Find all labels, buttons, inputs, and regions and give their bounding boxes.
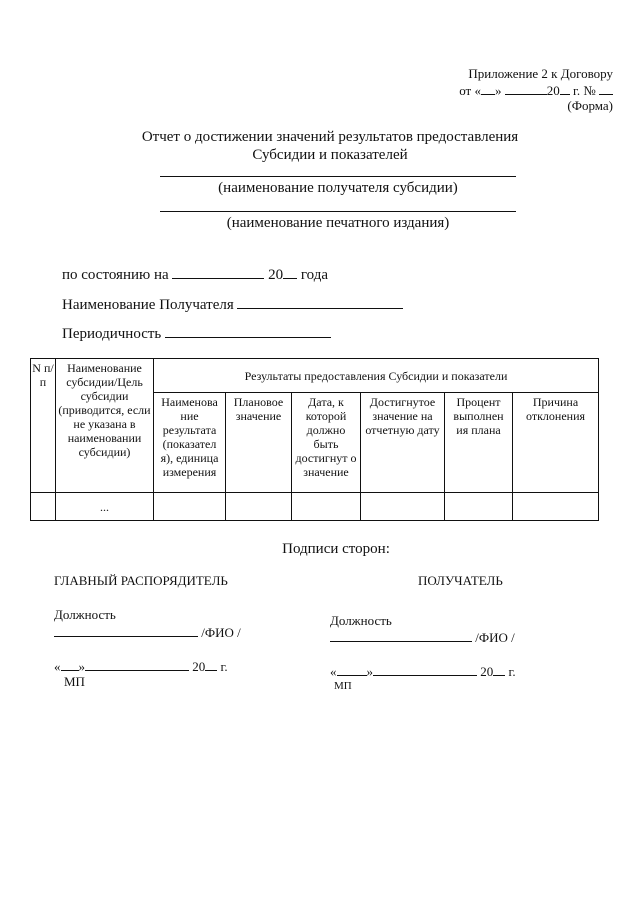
right-year: 20 bbox=[480, 664, 494, 679]
left-date-close: » bbox=[78, 659, 85, 674]
header-achieved-value: Достигнутое значение на отчетную дату bbox=[361, 393, 445, 493]
header-planned-value: Плановое значение bbox=[226, 393, 292, 493]
publication-name-line bbox=[160, 211, 516, 212]
form-label: (Форма) bbox=[567, 98, 613, 113]
table-cell bbox=[31, 493, 56, 521]
contract-reference bbox=[459, 82, 613, 99]
table-cell bbox=[226, 493, 292, 521]
left-date-open: « bbox=[54, 659, 61, 674]
as-of-date-field bbox=[62, 266, 328, 284]
left-party-title: ГЛАВНЫЙ РАСПОРЯДИТЕЛЬ bbox=[54, 573, 228, 588]
left-fio: /ФИО / bbox=[201, 625, 241, 640]
header-completion-percent: Процент выполнен ия плана bbox=[445, 393, 513, 493]
table-cell bbox=[154, 493, 226, 521]
left-position-label: Должность bbox=[54, 607, 116, 622]
left-year-suffix: г. bbox=[220, 659, 228, 674]
periodicity-label: Периодичность bbox=[62, 326, 162, 342]
right-fio-line bbox=[330, 629, 515, 646]
table-row bbox=[31, 493, 599, 521]
periodicity-field bbox=[62, 325, 331, 343]
left-stamp: МП bbox=[64, 674, 85, 689]
recipient-name-caption: (наименование получателя субсидии) bbox=[218, 180, 458, 196]
table-cell-placeholder: ... bbox=[56, 493, 154, 521]
table-cell bbox=[361, 493, 445, 521]
publication-name-caption: (наименование печатного издания) bbox=[226, 215, 450, 231]
contract-date-mid: » bbox=[494, 83, 502, 98]
report-title-line1: Отчет о достижении значений результатов предоставления bbox=[141, 129, 519, 145]
header-result-name: Наименова ние результата (показател я), единица измерения bbox=[154, 393, 226, 493]
signatures-heading: Подписи сторон: bbox=[282, 541, 390, 557]
table-cell bbox=[292, 493, 361, 521]
right-party-title: ПОЛУЧАТЕЛЬ bbox=[418, 573, 503, 588]
right-fio: /ФИО / bbox=[475, 630, 515, 645]
right-date-open: « bbox=[330, 664, 337, 679]
header-num: N п/п bbox=[31, 359, 56, 493]
right-date-close: » bbox=[366, 664, 373, 679]
contract-number-label: г. № bbox=[572, 83, 596, 98]
as-of-label: по состоянию на bbox=[62, 267, 169, 283]
recipient-name-line bbox=[160, 176, 516, 177]
table-cell bbox=[513, 493, 599, 521]
left-year: 20 bbox=[192, 659, 206, 674]
table-cell bbox=[445, 493, 513, 521]
results-table bbox=[30, 358, 599, 521]
right-stamp: МП bbox=[334, 680, 352, 692]
appendix-label: Приложение 2 к Договору bbox=[468, 66, 613, 81]
left-fio-line bbox=[54, 624, 241, 641]
report-title-line2: Субсидии и показателей bbox=[252, 147, 408, 163]
recipient-field bbox=[62, 296, 403, 314]
as-of-suffix: года bbox=[300, 267, 329, 283]
header-results-group: Результаты предоставления Субсидии и показатели bbox=[154, 359, 599, 393]
header-subsidy: Наименование субсидии/Цель субсидии (приводится, если не указана в наименовании субсидии) bbox=[56, 359, 154, 493]
right-year-suffix: г. bbox=[508, 664, 516, 679]
contract-year: 20 bbox=[546, 83, 560, 98]
left-date-line bbox=[54, 658, 228, 675]
header-target-date: Дата, к которой должно быть достигнут о значение bbox=[292, 393, 361, 493]
contract-date-prefix: от « bbox=[459, 83, 481, 98]
as-of-year: 20 bbox=[268, 267, 284, 283]
right-position-label: Должность bbox=[330, 613, 392, 628]
right-date-line bbox=[330, 663, 516, 680]
recipient-label: Наименование Получателя bbox=[62, 297, 234, 313]
header-deviation-reason: Причина отклонения bbox=[513, 393, 599, 493]
